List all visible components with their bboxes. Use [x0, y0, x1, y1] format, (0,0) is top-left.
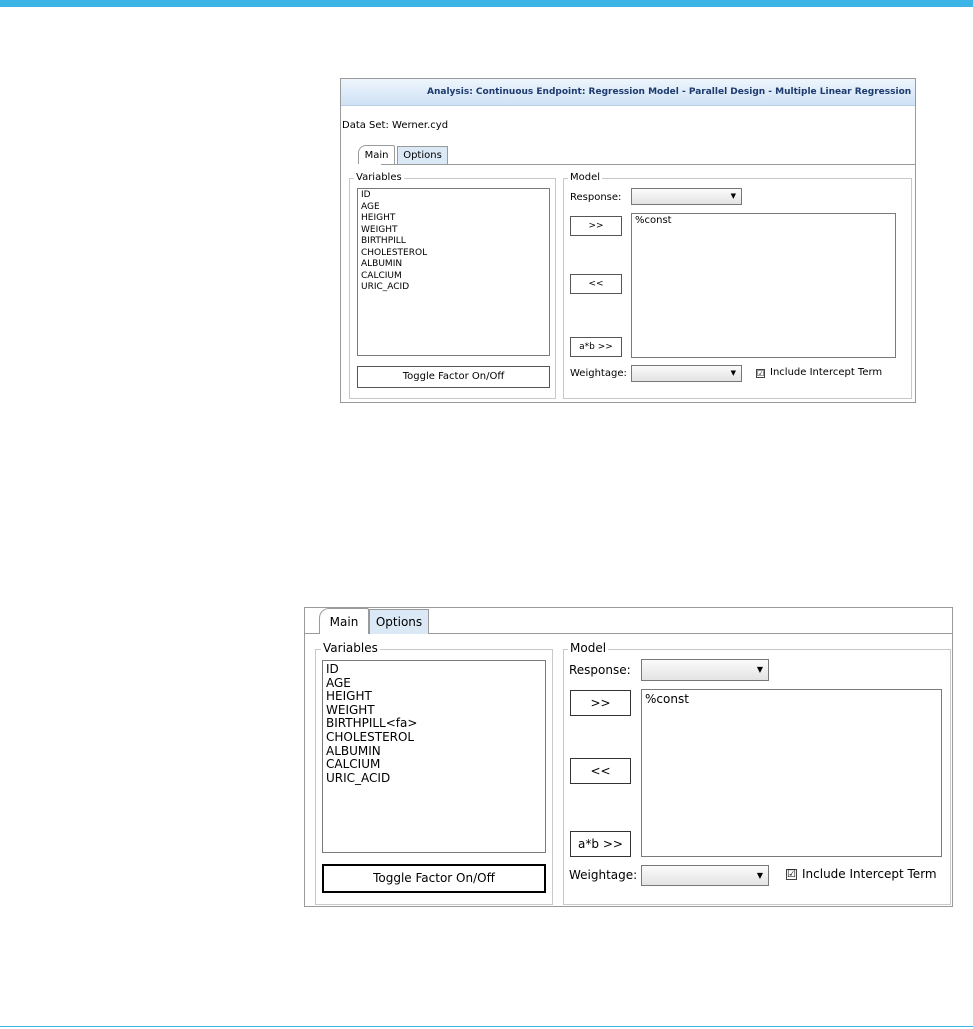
list-item[interactable]: ALBUMIN — [361, 259, 403, 269]
interaction-term-button[interactable]: a*b >> — [570, 831, 631, 857]
response-label: Response: — [569, 663, 631, 677]
toggle-factor-button[interactable]: Toggle Factor On/Off — [357, 366, 550, 388]
dropdown-arrow-icon: ▼ — [756, 665, 763, 674]
dropdown-arrow-icon: ▼ — [730, 369, 736, 377]
list-item[interactable]: HEIGHT — [326, 689, 372, 704]
dropdown-arrow-icon: ▼ — [756, 871, 763, 880]
interaction-term-button[interactable]: a*b >> — [570, 337, 622, 357]
variables-list[interactable] — [322, 660, 546, 853]
list-item[interactable]: ID — [361, 190, 371, 200]
model-group-label: Model — [570, 172, 601, 183]
list-item[interactable]: URIC_ACID — [326, 770, 391, 785]
model-terms-list[interactable] — [641, 689, 942, 857]
list-item[interactable]: URIC_ACID — [361, 282, 410, 292]
list-item[interactable]: AGE — [326, 675, 351, 690]
list-item[interactable]: CALCIUM — [361, 270, 402, 281]
tab-main[interactable]: Main — [319, 608, 369, 634]
variables-list[interactable] — [357, 188, 550, 356]
remove-term-button[interactable]: << — [570, 758, 631, 784]
dropdown-arrow-icon: ▼ — [730, 192, 736, 200]
response-label: Response: — [570, 192, 622, 203]
list-item[interactable]: BIRTHPILL<fa> — [326, 716, 418, 731]
response-dropdown[interactable] — [631, 188, 742, 205]
list-item[interactable]: CALCIUM — [326, 757, 381, 772]
model-group-label: Model — [570, 641, 607, 655]
list-item[interactable]: CHOLESTEROL — [326, 729, 415, 744]
tab-strip-line — [381, 164, 915, 165]
top-accent-bar — [0, 0, 973, 7]
tab-main[interactable]: Main — [358, 145, 395, 164]
bottom-accent-line — [0, 1026, 973, 1027]
dialog-title: Analysis: Continuous Endpoint: Regression Model - Parallel Design - Multiple Linear Regression — [427, 87, 912, 97]
weightage-label: Weightage: — [569, 868, 638, 882]
regression-dialog-large — [304, 607, 953, 907]
remove-term-button[interactable]: << — [570, 274, 622, 294]
dialog-title-bar — [341, 79, 915, 106]
response-dropdown[interactable] — [641, 659, 769, 681]
list-item[interactable]: ALBUMIN — [326, 743, 381, 758]
list-item[interactable]: HEIGHT — [361, 213, 396, 223]
toggle-factor-button[interactable]: Toggle Factor On/Off — [322, 864, 546, 893]
add-term-button[interactable]: >> — [570, 690, 631, 716]
list-item[interactable]: ID — [326, 662, 339, 676]
list-item[interactable]: AGE — [361, 201, 380, 212]
dataset-label: Data Set: Werner.cyd — [342, 120, 449, 131]
include-intercept-checkbox[interactable]: ☑ — [757, 369, 765, 378]
list-item[interactable]: CHOLESTEROL — [361, 247, 428, 258]
model-terms-list[interactable] — [631, 213, 896, 358]
list-item[interactable]: BIRTHPILL — [361, 236, 406, 246]
tab-options[interactable]: Options — [369, 609, 429, 634]
variables-group-label: Variables — [323, 641, 378, 655]
variables-group-label: Variables — [356, 172, 402, 183]
list-item[interactable]: WEIGHT — [326, 702, 375, 717]
add-term-button[interactable]: >> — [570, 216, 622, 236]
include-intercept-label: Include Intercept Term — [802, 867, 937, 881]
weightage-dropdown[interactable] — [641, 865, 769, 886]
regression-dialog-small — [340, 78, 916, 403]
include-intercept-checkbox[interactable]: ☑ — [787, 869, 796, 880]
weightage-label: Weightage: — [570, 368, 627, 379]
include-intercept-label: Include Intercept Term — [770, 367, 883, 378]
list-item[interactable]: %const — [645, 692, 689, 706]
list-item[interactable]: %const — [635, 215, 672, 226]
weightage-dropdown[interactable] — [631, 365, 742, 382]
list-item[interactable]: WEIGHT — [361, 224, 398, 235]
tab-options[interactable]: Options — [397, 146, 448, 164]
